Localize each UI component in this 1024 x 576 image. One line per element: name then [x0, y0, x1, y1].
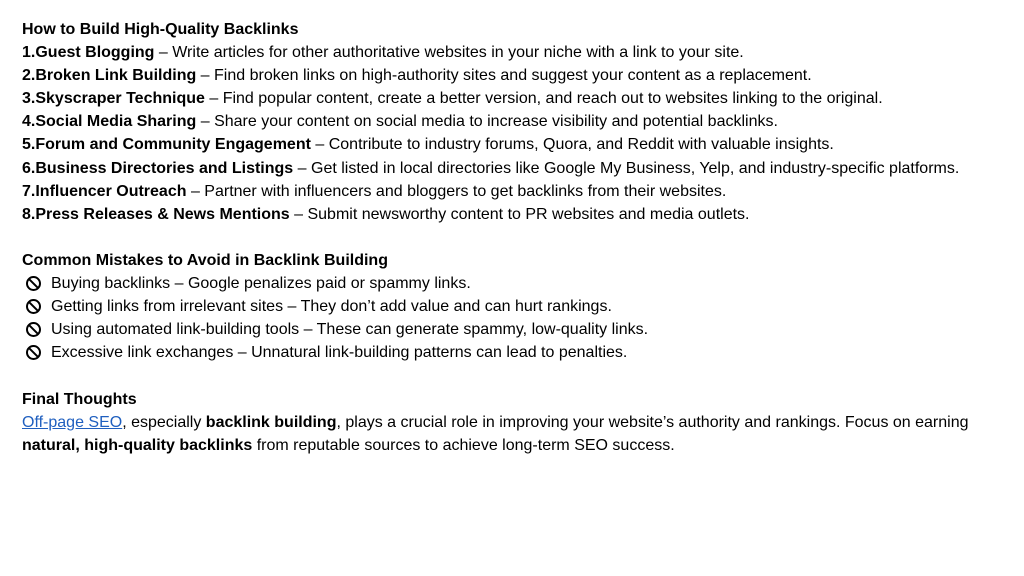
article [22, 18, 997, 457]
build-item-2 [22, 64, 997, 87]
item-number: 5. [22, 136, 36, 154]
mistake-item-1 [22, 272, 997, 295]
spacer [22, 364, 997, 387]
mistake-item-3 [22, 318, 997, 341]
ban-icon [26, 345, 41, 360]
item-number: 6. [22, 159, 36, 177]
item-text: – Share your content on social media to increase visibility and potential backlinks. [196, 113, 778, 131]
mistake-item-4 [22, 341, 997, 364]
final-bold-1: backlink building [205, 413, 337, 431]
item-label: Broken Link Building [35, 67, 197, 85]
item-text: – Find broken links on high-authority sites and suggest your content as a replacement. [196, 67, 812, 85]
mistake-text: Excessive link exchanges – Unnatural link-building patterns can lead to penalties. [51, 344, 628, 362]
ban-icon [26, 299, 41, 314]
item-text: – Write articles for other authoritative websites in your niche with a link to your site. [154, 44, 744, 62]
build-item-3 [22, 87, 997, 110]
ban-icon [26, 276, 41, 291]
final-bold-2: natural, high-quality backlinks [22, 436, 253, 454]
spacer [22, 226, 997, 249]
off-page-seo-link[interactable]: Off-page SEO [22, 413, 123, 431]
mistake-text: Getting links from irrelevant sites – They don’t add value and can hurt rankings. [51, 298, 612, 316]
build-item-8 [22, 203, 997, 226]
item-text: – Partner with influencers and bloggers to get backlinks from their websites. [186, 182, 727, 200]
item-number: 7. [22, 182, 36, 200]
item-text: – Find popular content, create a better version, and reach out to websites linking to the original. [204, 90, 883, 108]
mistakes-heading: Common Mistakes to Avoid in Backlink Building [22, 251, 388, 269]
mistake-text: Using automated link-building tools – These can generate spammy, low-quality links. [51, 321, 649, 339]
final-text-2: , plays a crucial role in improving your website’s authority and rankings. Focus on earning [336, 413, 969, 431]
item-number: 1. [22, 44, 36, 62]
item-label: Social Media Sharing [35, 113, 197, 131]
final-heading: Final Thoughts [22, 390, 137, 408]
ban-icon [26, 322, 41, 337]
item-label: Business Directories and Listings [35, 159, 294, 177]
item-number: 3. [22, 90, 36, 108]
build-item-5 [22, 133, 997, 156]
item-number: 2. [22, 67, 36, 85]
mistake-text: Buying backlinks – Google penalizes paid or spammy links. [51, 275, 471, 293]
build-item-1 [22, 41, 997, 64]
final-text-1: , especially [122, 413, 206, 431]
build-item-4 [22, 110, 997, 133]
item-label: Press Releases & News Mentions [35, 205, 290, 223]
build-item-6 [22, 157, 997, 180]
build-item-7 [22, 180, 997, 203]
item-number: 8. [22, 205, 36, 223]
final-text-3: from reputable sources to achieve long-term SEO success. [252, 436, 675, 454]
item-number: 4. [22, 113, 36, 131]
build-heading: How to Build High-Quality Backlinks [22, 21, 299, 38]
item-text: – Submit newsworthy content to PR websites and media outlets. [289, 205, 750, 223]
item-label: Guest Blogging [35, 44, 155, 62]
final-paragraph [22, 411, 997, 457]
item-label: Forum and Community Engagement [35, 136, 311, 154]
item-label: Influencer Outreach [35, 182, 187, 200]
mistake-item-2 [22, 295, 997, 318]
item-text: – Contribute to industry forums, Quora, and Reddit with valuable insights. [310, 136, 834, 154]
item-label: Skyscraper Technique [35, 90, 205, 108]
item-text: – Get listed in local directories like Google My Business, Yelp, and industry-specific platforms. [293, 159, 960, 177]
